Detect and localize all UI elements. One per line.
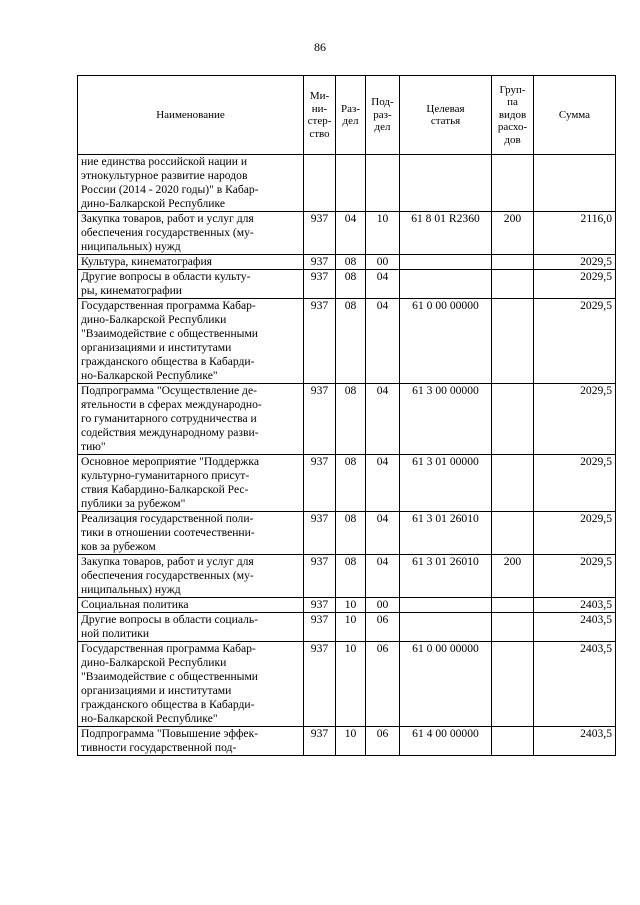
row-ministry: 937 xyxy=(304,384,336,455)
row-section: 08 xyxy=(336,384,366,455)
table-row xyxy=(78,255,616,270)
page-number: 86 xyxy=(314,40,326,54)
row-ministry: 937 xyxy=(304,455,336,512)
row-name: Подпрограмма "Повышение эффек- тивности государственной под- xyxy=(78,727,304,756)
table-row xyxy=(78,455,616,512)
row-group xyxy=(492,255,534,270)
row-name: ние единства российской нации и этнокультурное развитие народов России (2014 - 2020 годы)" в Кабар- дино-Балкарской Республике xyxy=(78,155,304,212)
row-subsection: 04 xyxy=(366,384,400,455)
table-row xyxy=(78,270,616,299)
row-name: Другие вопросы в области культу- ры, кинематографии xyxy=(78,270,304,299)
row-section: 10 xyxy=(336,727,366,756)
row-sum xyxy=(534,155,616,212)
row-section: 10 xyxy=(336,642,366,727)
row-sum: 2029,5 xyxy=(534,555,616,598)
row-target: 61 3 01 00000 xyxy=(400,455,492,512)
row-group xyxy=(492,642,534,727)
header-group: Груп- па видов расхо- дов xyxy=(492,76,534,155)
row-name: Закупка товаров, работ и услуг для обеспечения государственных (му- ниципальных) нужд xyxy=(78,212,304,255)
table-header-row xyxy=(78,76,616,155)
row-section: 08 xyxy=(336,255,366,270)
row-name: Культура, кинематография xyxy=(78,255,304,270)
row-target: 61 3 01 26010 xyxy=(400,555,492,598)
row-group xyxy=(492,455,534,512)
row-name: Основное мероприятие "Поддержка культурно-гуманитарного присут- ствия Кабардино-Балкарской Рес- публики за рубежом" xyxy=(78,455,304,512)
row-subsection: 04 xyxy=(366,555,400,598)
row-target: 61 8 01 R2360 xyxy=(400,212,492,255)
row-section: 10 xyxy=(336,613,366,642)
row-sum: 2403,5 xyxy=(534,727,616,756)
row-section: 08 xyxy=(336,299,366,384)
row-section: 04 xyxy=(336,212,366,255)
row-section: 10 xyxy=(336,598,366,613)
row-sum: 2029,5 xyxy=(534,255,616,270)
table-row xyxy=(78,613,616,642)
header-subsection: Под- раз- дел xyxy=(366,76,400,155)
row-group xyxy=(492,613,534,642)
header-name: Наименование xyxy=(78,76,304,155)
row-sum: 2029,5 xyxy=(534,384,616,455)
row-sum: 2116,0 xyxy=(534,212,616,255)
row-target xyxy=(400,255,492,270)
row-group xyxy=(492,384,534,455)
row-subsection: 06 xyxy=(366,642,400,727)
row-ministry xyxy=(304,155,336,212)
row-sum: 2029,5 xyxy=(534,299,616,384)
row-ministry: 937 xyxy=(304,270,336,299)
table-body xyxy=(78,155,616,756)
row-name: Подпрограмма "Осуществление де- ятельности в сферах международно- го гуманитарного сотрудничества и содействия международному разви- тию" xyxy=(78,384,304,455)
header-sum: Сумма xyxy=(534,76,616,155)
row-name: Социальная политика xyxy=(78,598,304,613)
row-name: Другие вопросы в области социаль- ной политики xyxy=(78,613,304,642)
row-group xyxy=(492,727,534,756)
row-group xyxy=(492,512,534,555)
row-subsection xyxy=(366,155,400,212)
row-ministry: 937 xyxy=(304,299,336,384)
row-subsection: 04 xyxy=(366,299,400,384)
row-sum: 2403,5 xyxy=(534,613,616,642)
row-section: 08 xyxy=(336,455,366,512)
table-row xyxy=(78,155,616,212)
row-ministry: 937 xyxy=(304,255,336,270)
table-row xyxy=(78,212,616,255)
row-ministry: 937 xyxy=(304,598,336,613)
row-name: Государственная программа Кабар- дино-Балкарской Республики "Взаимодействие с общественными организациями и институтами гражданского общества в Кабарди- но-Балкарской Республике" xyxy=(78,299,304,384)
row-sum: 2029,5 xyxy=(534,455,616,512)
budget-table xyxy=(77,75,616,756)
row-group xyxy=(492,270,534,299)
header-target: Целевая статья xyxy=(400,76,492,155)
row-name: Закупка товаров, работ и услуг для обеспечения государственных (му- ниципальных) нужд xyxy=(78,555,304,598)
table-row xyxy=(78,384,616,455)
row-group: 200 xyxy=(492,212,534,255)
row-name: Государственная программа Кабар- дино-Балкарской Республики "Взаимодействие с общественными организациями и институтами гражданского общества в Кабарди- но-Балкарской Республике" xyxy=(78,642,304,727)
row-target: 61 3 01 26010 xyxy=(400,512,492,555)
row-subsection: 10 xyxy=(366,212,400,255)
header-ministry: Ми- ни- стер- ство xyxy=(304,76,336,155)
row-sum: 2029,5 xyxy=(534,512,616,555)
row-target: 61 0 00 00000 xyxy=(400,642,492,727)
row-subsection: 06 xyxy=(366,727,400,756)
row-target: 61 0 00 00000 xyxy=(400,299,492,384)
row-group xyxy=(492,155,534,212)
row-subsection: 00 xyxy=(366,598,400,613)
row-sum: 2029,5 xyxy=(534,270,616,299)
table-row xyxy=(78,598,616,613)
row-target xyxy=(400,270,492,299)
row-ministry: 937 xyxy=(304,212,336,255)
table-row xyxy=(78,727,616,756)
row-section xyxy=(336,155,366,212)
row-sum: 2403,5 xyxy=(534,598,616,613)
row-target: 61 3 00 00000 xyxy=(400,384,492,455)
row-section: 08 xyxy=(336,555,366,598)
row-ministry: 937 xyxy=(304,555,336,598)
row-name: Реализация государственной поли- тики в отношении соотечественни- ков за рубежом xyxy=(78,512,304,555)
row-section: 08 xyxy=(336,270,366,299)
row-subsection: 06 xyxy=(366,613,400,642)
table-row xyxy=(78,299,616,384)
row-ministry: 937 xyxy=(304,642,336,727)
row-group xyxy=(492,299,534,384)
row-target xyxy=(400,598,492,613)
table-row xyxy=(78,642,616,727)
row-group xyxy=(492,598,534,613)
row-section: 08 xyxy=(336,512,366,555)
row-subsection: 04 xyxy=(366,270,400,299)
row-target xyxy=(400,155,492,212)
row-group: 200 xyxy=(492,555,534,598)
row-subsection: 04 xyxy=(366,455,400,512)
table-row xyxy=(78,512,616,555)
row-target xyxy=(400,613,492,642)
row-subsection: 04 xyxy=(366,512,400,555)
row-ministry: 937 xyxy=(304,727,336,756)
row-sum: 2403,5 xyxy=(534,642,616,727)
row-ministry: 937 xyxy=(304,613,336,642)
row-ministry: 937 xyxy=(304,512,336,555)
header-section: Раз- дел xyxy=(336,76,366,155)
table-row xyxy=(78,555,616,598)
row-target: 61 4 00 00000 xyxy=(400,727,492,756)
row-subsection: 00 xyxy=(366,255,400,270)
